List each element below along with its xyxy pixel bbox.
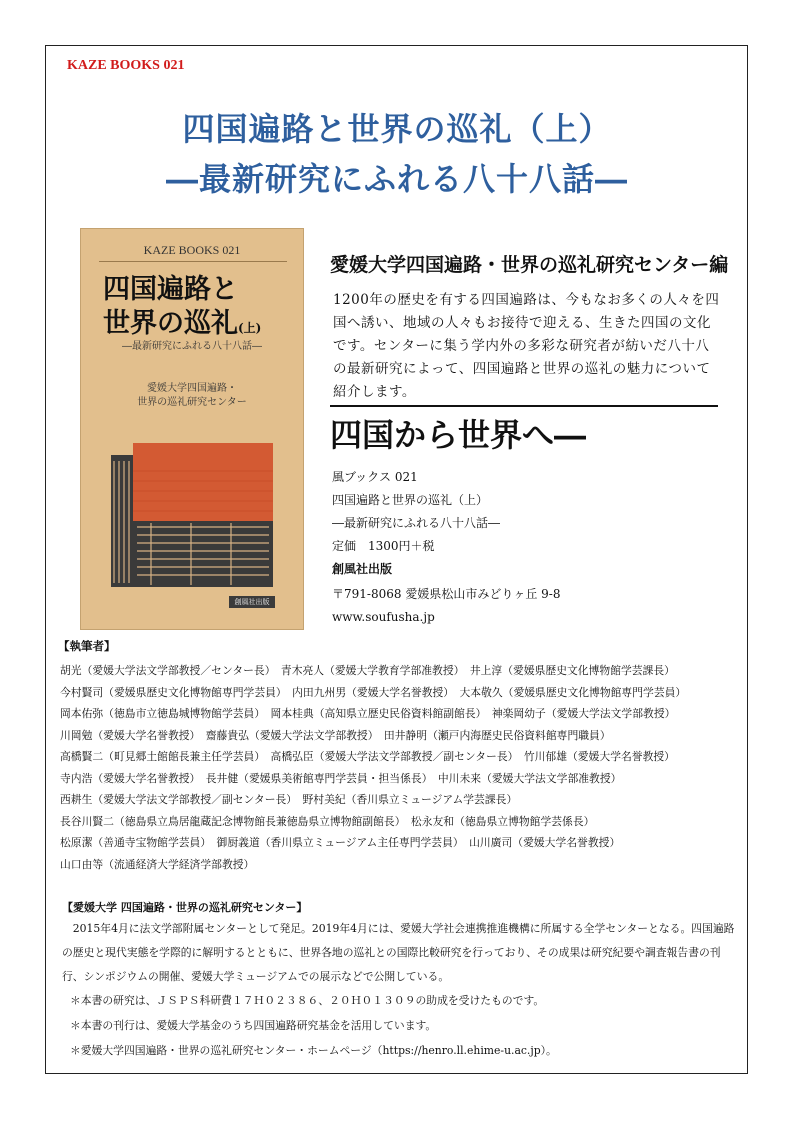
book-description: 1200年の歴史を有する四国遍路は、今もなお多くの人々を四国へ誘い、地域の人々もお接待で迎える、生きた四国の文化です。センターに集う学内外の多彩な研究者が紡いだ八十八の最新研究によって、四国遍路と世界の巡礼の魅力について紹介します。 bbox=[333, 292, 720, 400]
cover-title-suffix: (上) bbox=[238, 321, 262, 335]
divider bbox=[330, 405, 718, 407]
info-address: 〒791-8068 愛媛県松山市みどりヶ丘 9-8 bbox=[332, 587, 561, 601]
slogan: 四国から世界へ― bbox=[330, 416, 587, 454]
cover-title-line1: 四国遍路と bbox=[103, 274, 238, 305]
book-subtitle: ―最新研究にふれる八十八話― bbox=[165, 160, 628, 198]
cover-subtitle: ―最新研究にふれる八十八話― bbox=[122, 341, 262, 352]
authors-heading: 【執筆者】 bbox=[58, 639, 116, 653]
authors-list bbox=[60, 660, 686, 875]
cover-title-line2 bbox=[103, 301, 261, 340]
cover-rule bbox=[99, 261, 287, 262]
info-url[interactable]: www.soufusha.jp bbox=[332, 610, 435, 624]
book-cover-image bbox=[80, 228, 304, 630]
author-line: 岡本佑弥（徳島市立徳島城博物館学芸員） 岡本桂典（高知県立歴史民俗資料館副館長） 神楽岡幼子（愛媛大学法文学部教授） bbox=[60, 707, 676, 720]
editor-credit: 愛媛大学四国遍路・世界の巡礼研究センター編 bbox=[330, 254, 729, 276]
info-subtitle: ―最新研究にふれる八十八話― bbox=[332, 516, 501, 530]
info-publisher: 創風社出版 bbox=[332, 562, 393, 576]
cover-title-line2-text: 世界の巡礼 bbox=[103, 308, 238, 339]
note-line: ＊本書の刊行は、愛媛大学基金のうち四国遍路研究基金を活用しています。 bbox=[70, 1019, 437, 1032]
author-line: 今村賢司（愛媛県歴史文化博物館専門学芸員） 内田九州男（愛媛大学名誉教授） 大本敬久（愛媛県歴史文化博物館専門学芸員） bbox=[60, 685, 687, 699]
cover-series: KAZE BOOKS 021 bbox=[143, 243, 241, 257]
info-series: 風ブックス 021 bbox=[332, 470, 418, 484]
note-line: ＊愛媛大学四国遍路・世界の巡礼研究センター・ホームページ（https://henro.ll.ehime-u.ac.jp）。 bbox=[70, 1044, 557, 1057]
info-title: 四国遍路と世界の巡礼（上） bbox=[332, 493, 489, 507]
author-line: 胡光（愛媛大学法文学部教授／センター長） 青木亮人（愛媛大学教育学部准教授） 井上淳（愛媛県歴史文化博物館学芸課長） bbox=[60, 664, 675, 677]
cover-artwork bbox=[111, 443, 273, 587]
note-line: ＊本書の研究は、ＪＳＰＳ科研費１７Ｈ０２３８６、２０Ｈ０１３０９の助成を受けたものです。 bbox=[70, 994, 545, 1007]
author-line: 寺内浩（愛媛大学名誉教授） 長井健（愛媛県美術館専門学芸員・担当係長） 中川未来（愛媛大学法文学部准教授） bbox=[60, 771, 622, 785]
center-description: 2015年4月に法文学部附属センターとして発足。2019年4月には、愛媛大学社会連携推進機構に所属する全学センターとなる。四国遍路の歴史と現代実態を学際的に解明するとともに、世界各地の巡礼との国際比較研究を行っており、その成果は研究紀要や調査報告書の刊行、シンポジウムの開催、愛媛大学ミュージアムでの展示などで公開している。 bbox=[62, 922, 735, 983]
author-line: 松原潔（善通寺宝物館学芸員） 御厨義道（香川県立ミュージアム主任専門学芸員） 山川廣司（愛媛大学名誉教授） bbox=[60, 836, 621, 849]
author-line: 川岡勉（愛媛大学名誉教授） 齋藤貴弘（愛媛大学法文学部教授） 田井静明（瀬戸内海歴史民俗資料館専門職員） bbox=[60, 728, 611, 742]
book-title: 四国遍路と世界の巡礼（上） bbox=[182, 110, 612, 148]
center-heading: 【愛媛大学 四国遍路・世界の巡礼研究センター】 bbox=[62, 901, 308, 914]
cover-editor-line2: 世界の巡礼研究センター bbox=[137, 397, 247, 408]
cover-editor-line1: 愛媛大学四国遍路・ bbox=[147, 383, 237, 394]
series-label: KAZE BOOKS 021 bbox=[67, 58, 185, 73]
info-price: 定価 1300円＋税 bbox=[332, 539, 435, 553]
author-line: 長谷川賢二（徳島県立鳥居龍蔵記念博物館長兼徳島県立博物館副館長） 松永友和（徳島県立博物館学芸係長） bbox=[60, 814, 595, 828]
author-line: 山口由等（流通経済大学経済学部教授） bbox=[60, 857, 255, 871]
author-line: 西耕生（愛媛大学法文学部教授／副センター長） 野村美紀（香川県立ミュージアム学芸課長） bbox=[60, 793, 518, 806]
author-line: 高橋賢二（町見郷土館館長兼主任学芸員） 高橋弘臣（愛媛大学法文学部教授／副センター長） 竹川郁雄（愛媛大学名誉教授） bbox=[60, 750, 675, 763]
cover-publisher: 創風社出版 bbox=[229, 596, 275, 608]
